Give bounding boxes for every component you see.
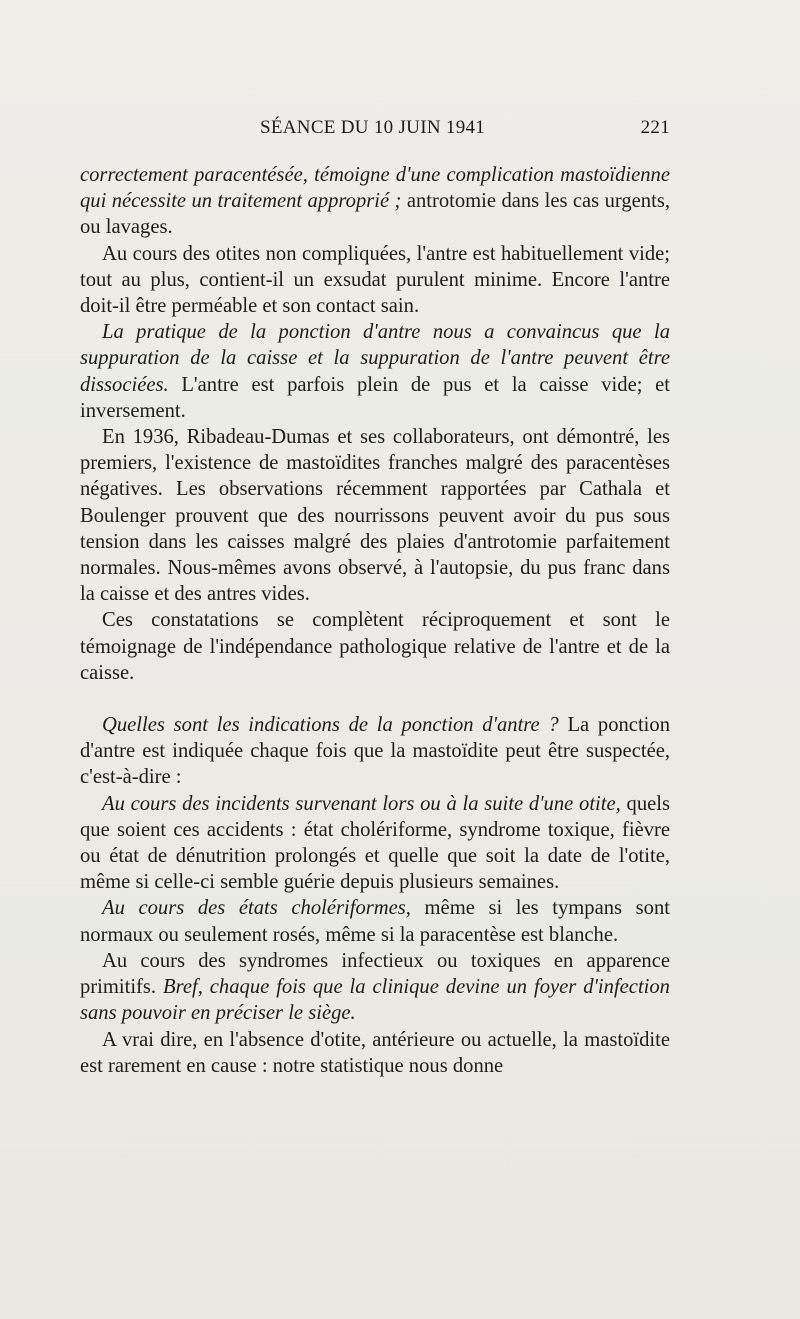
text-span: La ponction d'antre est indiquée chaque fois que la mastoïdite peut être suspectée, c'est-à-dire : — [80, 714, 670, 789]
text-span: A vrai dire, en l'absence d'otite, antérieure ou actuelle, la mastoïdite est rarement en cause : notre statistique nous donne — [80, 1028, 670, 1077]
paragraph — [80, 712, 670, 791]
italic-span: Quelles sont les indications de la ponction d'antre ? — [102, 714, 559, 737]
paragraph — [80, 424, 670, 607]
text-span: Au cours des syndromes infectieux ou toxiques en apparence primitifs. — [80, 949, 670, 999]
paragraph — [80, 241, 670, 320]
paragraph — [80, 895, 670, 947]
text-span: Au cours des otites non compliquées, l'antre est habituellement vide; tout au plus, contient-il un exsudat purulent minime. Encore l'antre doit-il être perméable et son contact sain. — [80, 242, 670, 318]
text-span: Ces constatations se complètent réciproquement et sont le témoignage de l'indépendance pathologique relative de l'antre et de la caisse. — [80, 609, 670, 684]
header-title: SÉANCE DU 10 JUIN 1941 — [260, 117, 486, 138]
text-span: quels que soient ces accidents : état cholériforme, syndrome toxique, fièvre ou état de dénutrition prolongés et quelle que soit la date de l'otite, même si celle-ci semble guérie depuis plusieurs semaines. — [80, 792, 670, 894]
paragraph — [80, 319, 670, 424]
italic-span: Au cours des incidents survenant lors ou à la suite d'une otite, — [102, 792, 621, 815]
text-span: même si les tympans sont normaux ou seulement rosés, même si la paracentèse est blanche. — [80, 897, 670, 946]
paragraph — [80, 607, 670, 686]
text-span: En 1936, Ribadeau-Dumas et ses collaborateurs, ont démontré, les premiers, l'existence de mastoïdites franches malgré des paracentèses négatives. Les observations récemment rapportées par Cathala et Boulenger prouvent que des nourrissons peuvent avoir du pus sous tension dans les caisses malgré des plaies d'antrotomie parfaitement normales. Nous-mêmes avons observé, à l'autopsie, du pus franc dans la caisse et des antres vides. — [80, 426, 670, 606]
page-number: 221 — [640, 117, 670, 138]
italic-span: La pratique de la ponction d'antre nous a convaincus que la suppuration de la caisse et la suppuration de l'antre peuvent être dissociées. — [80, 321, 670, 396]
text-span: L'antre est parfois plein de pus et la caisse vide; et inversement. — [80, 373, 670, 422]
body-text — [80, 162, 670, 1079]
italic-span: Au cours des états cholériformes, — [102, 897, 411, 920]
paragraph — [80, 162, 670, 241]
paragraph — [80, 948, 670, 1027]
running-header — [80, 117, 670, 139]
italic-span: Bref, chaque fois que la clinique devine un foyer d'infection sans pouvoir en préciser le siège. — [80, 976, 670, 1025]
text-span: antrotomie dans les cas urgents, ou lavages. — [80, 190, 670, 239]
italic-span: correctement paracentésée, témoigne d'une complication mastoïdienne qui nécessite un traitement approprié ; — [80, 164, 670, 213]
paragraph — [80, 1027, 670, 1079]
paragraph — [80, 791, 670, 896]
